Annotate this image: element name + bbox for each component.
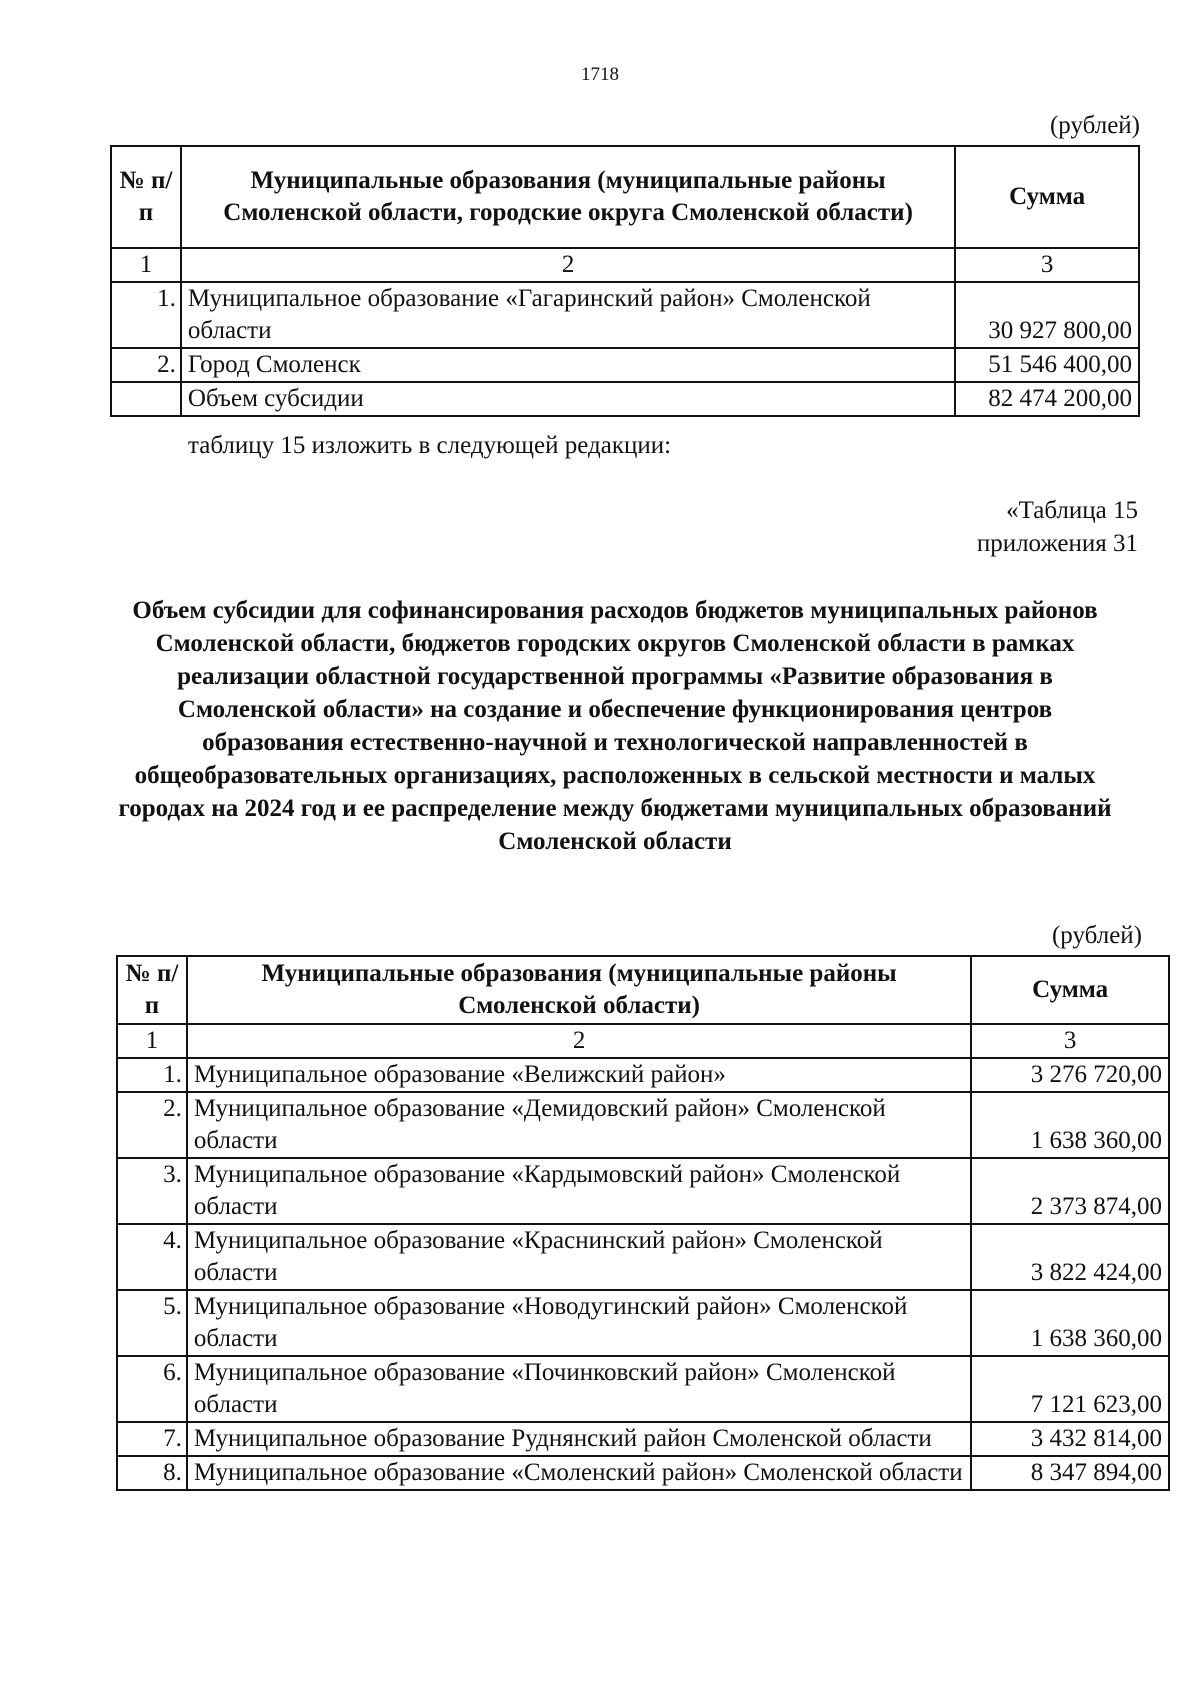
table2-units: (рублей) [1051, 922, 1142, 949]
row-name: Муниципальное образование «Гагаринский район» Смоленской области [181, 282, 955, 348]
table2 [116, 955, 1170, 1491]
table2-colnum: 1 [117, 1024, 187, 1058]
row-number: 5. [117, 1290, 187, 1356]
table2-colnum-row [117, 1024, 1169, 1058]
table2-colnum: 2 [187, 1024, 971, 1058]
row-name: Муниципальное образование «Смоленский район» Смоленской области [187, 1456, 971, 1490]
table-row [117, 1158, 1169, 1224]
table-reference [977, 494, 1138, 560]
table-row-total [111, 382, 1139, 416]
table1-header-name: Муниципальные образования (муниципальные районы Смоленской области, городские округа Смоленской области) [181, 146, 955, 248]
table1-colnum: 3 [955, 248, 1139, 282]
row-number: 1. [111, 282, 181, 348]
row-sum: 8 347 894,00 [971, 1456, 1169, 1490]
table-row [117, 1058, 1169, 1092]
page-number: 1718 [581, 64, 619, 85]
row-sum: 30 927 800,00 [955, 282, 1139, 348]
table2-colnum: 3 [971, 1024, 1169, 1058]
table-ref-line2: приложения 31 [976, 530, 1138, 557]
row-name: Муниципальное образование «Новодугинский район» Смоленской области [187, 1290, 971, 1356]
table1-units: (рублей) [1049, 112, 1140, 139]
row-sum: 51 546 400,00 [955, 348, 1139, 382]
instruction-text: таблицу 15 изложить в следующей редакции: [188, 432, 672, 459]
row-number: 2. [111, 348, 181, 382]
table1-colnum-row [111, 248, 1139, 282]
table2-header-name: Муниципальные образования (муниципальные районы Смоленской области) [187, 956, 971, 1024]
table-row [117, 1092, 1169, 1158]
table2-header-sum: Сумма [971, 956, 1169, 1024]
table1-header-sum: Сумма [955, 146, 1139, 248]
table-row [117, 1422, 1169, 1456]
row-number: 2. [117, 1092, 187, 1158]
table-row [117, 1224, 1169, 1290]
table-row [111, 348, 1139, 382]
table-row [117, 1290, 1169, 1356]
row-name: Муниципальное образование Руднянский район Смоленской области [187, 1422, 971, 1456]
table-row [111, 282, 1139, 348]
row-number: 6. [117, 1356, 187, 1422]
table1-colnum: 1 [111, 248, 181, 282]
row-sum: 2 373 874,00 [971, 1158, 1169, 1224]
table-row [117, 1456, 1169, 1490]
table2-header-num: № п/п [117, 956, 187, 1024]
row-name: Муниципальное образование «Демидовский район» Смоленской области [187, 1092, 971, 1158]
row-name: Объем субсидии [181, 382, 955, 416]
row-sum: 82 474 200,00 [955, 382, 1139, 416]
row-sum: 7 121 623,00 [971, 1356, 1169, 1422]
row-sum: 3 276 720,00 [971, 1058, 1169, 1092]
table-ref-line1: «Таблица 15 [1006, 497, 1138, 524]
row-number: 7. [117, 1422, 187, 1456]
row-name: Муниципальное образование «Починковский район» Смоленской области [187, 1356, 971, 1422]
row-sum: 1 638 360,00 [971, 1290, 1169, 1356]
table1 [110, 145, 1140, 417]
row-name: Муниципальное образование «Кардымовский район» Смоленской области [187, 1158, 971, 1224]
row-name: Муниципальное образование «Велижский район» [187, 1058, 971, 1092]
table-row [117, 1356, 1169, 1422]
row-number: 4. [117, 1224, 187, 1290]
row-number: 1. [117, 1058, 187, 1092]
row-number: 8. [117, 1456, 187, 1490]
row-sum: 3 432 814,00 [971, 1422, 1169, 1456]
row-name: Город Смоленск [181, 348, 955, 382]
row-sum: 3 822 424,00 [971, 1224, 1169, 1290]
row-name: Муниципальное образование «Краснинский район» Смоленской области [187, 1224, 971, 1290]
table1-colnum: 2 [181, 248, 955, 282]
document-title: Объем субсидии для софинансирования расходов бюджетов муниципальных районов Смоленской области, бюджетов городских округов Смоленской области в рамках реализации областной государственной программы «Развитие образования в Смоленской области» на создание и обеспечение функционирования центров образования естественно-научной и технологической направленностей в общеобразовательных организациях, расположенных в сельской местности и малых городах на 2024 год и ее распределение между бюджетами муниципальных образований Смоленской области [118, 597, 1112, 855]
row-number [111, 382, 181, 416]
table1-header-num: № п/п [111, 146, 181, 248]
table2-header-row [117, 956, 1169, 1024]
row-number: 3. [117, 1158, 187, 1224]
table1-header-row [111, 146, 1139, 248]
row-sum: 1 638 360,00 [971, 1092, 1169, 1158]
